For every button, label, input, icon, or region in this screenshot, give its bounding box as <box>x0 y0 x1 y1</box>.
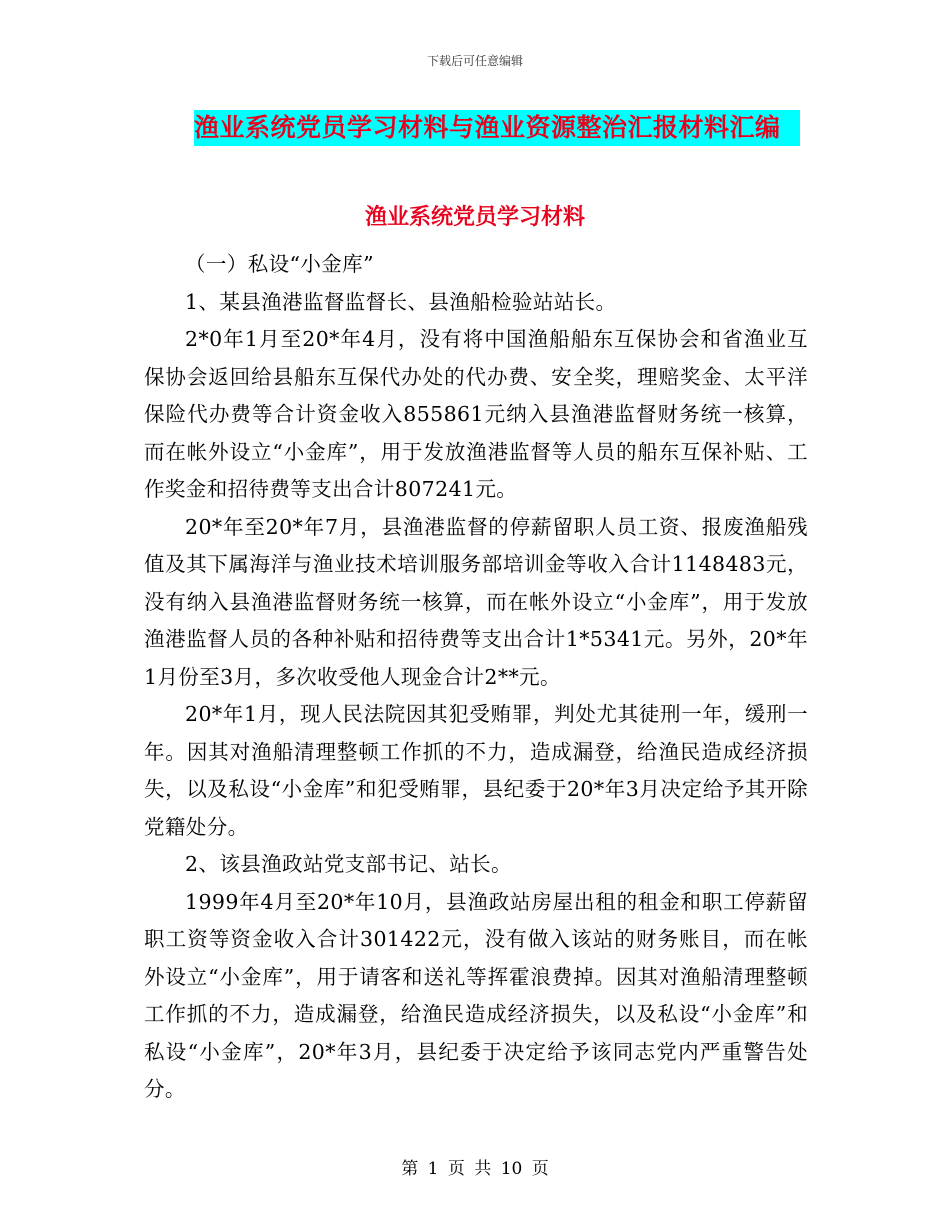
paragraph: 1999年4月至20*年10月，县渔政站房屋出租的租金和职工停薪留职工资等资金收入合计301422元，没有做入该站的财务账目，而在帐外设立“小金库”，用于请客和送礼等挥霍浪费掉。因其对渔船清理整顿工作抓的不力，造成漏登，给渔民造成经济损失，以及私设“小金库”和私设“小金库”，20*年3月，县纪委于决定给予该同志党内严重警告处分。 <box>144 889 808 1101</box>
page-indicator: 第 1 页 共 10 页 <box>401 1159 549 1179</box>
paragraph: 1、某县渔港监督监督长、县渔船检验站站长。 <box>185 289 617 314</box>
main-title-highlight <box>194 110 800 146</box>
section-title: 渔业系统党员学习材料 <box>364 205 585 230</box>
paragraph: 2、该县渔政站党支部书记、站长。 <box>185 852 512 876</box>
paragraph: 20*年1月，现人民法院因其犯受贿罪，判处尤其徒刑一年，缓刑一年。因其对渔船清理整顿工作抓的不力，造成漏登，给渔民造成经济损失，以及私设“小金库”和犯受贿罪，县纪委于20*年3月决定给予其开除党籍处分。 <box>144 702 808 839</box>
header-note: 下载后可任意编辑 <box>426 54 523 68</box>
document-body <box>144 246 808 1109</box>
paragraph: （一）私设“小金库” <box>185 252 374 276</box>
main-title: 渔业系统党员学习材料与渔业资源整治汇报材料汇编 <box>194 113 781 142</box>
paragraph: 2*0年1月至20*年4月，没有将中国渔船船东互保协会和省渔业互保协会返回给县船东互保代办处的代办费、安全奖，理赔奖金、太平洋保险代办费等合计资金收入855861元纳入县渔港监督财务统一核算，而在帐外设立“小金库”，用于发放渔港监督等人员的船东互保补贴、工作奖金和招待费等支出合计807241元。 <box>144 327 808 501</box>
paragraph: 20*年至20*年7月，县渔港监督的停薪留职人员工资、报废渔船残值及其下属海洋与渔业技术培训服务部培训金等收入合计1148483元，没有纳入县渔港监督财务统一核算，而在帐外设立“小金库”，用于发放渔港监督人员的各种补贴和招待费等支出合计1*5341元。另外，20*年1月份至3月，多次收受他人现金合计2**元。 <box>144 514 808 689</box>
